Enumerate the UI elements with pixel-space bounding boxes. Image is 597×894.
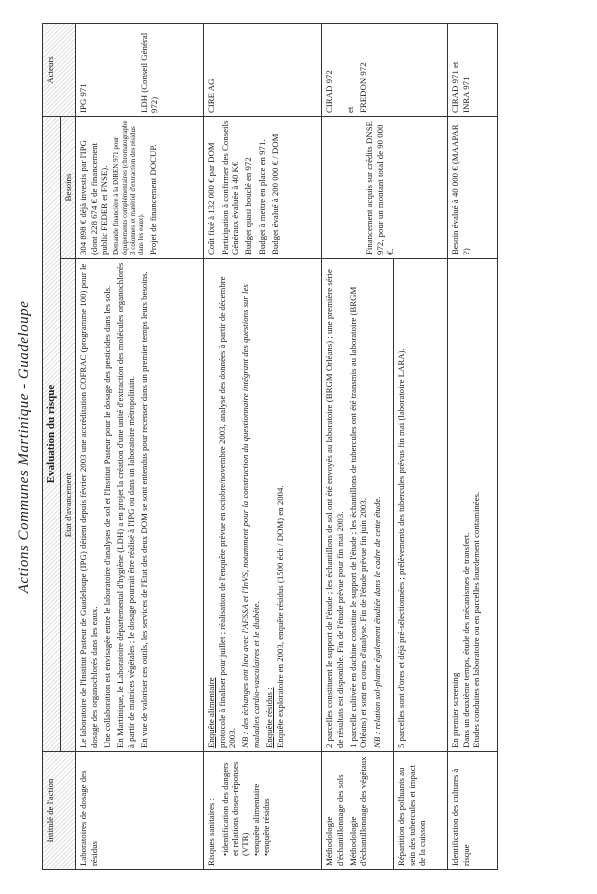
etat-note: NB : relation sol-plante également étudiée dans le cadre de cette étude. [371, 496, 382, 748]
document-title: Actions Communes Martinique - Guadeloupe [16, 300, 32, 594]
list-item: • identification des dangers et relations doses-réponses (VTR) [220, 755, 251, 856]
etat-cell [76, 259, 204, 752]
intitule-cell [204, 752, 322, 870]
acteurs-cell [322, 23, 448, 116]
acteurs-text: IPG 971 [78, 83, 89, 113]
acteurs-text: INRA 971 [460, 76, 471, 113]
header-besoins: Besoins [60, 116, 75, 258]
besoins-cell [204, 116, 322, 258]
header-etat: Etat d'avancement [60, 259, 75, 752]
table-row [448, 23, 498, 869]
intitule-cell: Répartition des polluants au sein des tubercules et impact de la cuisson [394, 752, 448, 870]
intitule-text: Méthodologie d'échantillonnage des végétaux [348, 756, 369, 866]
etat-text: Dans un deuxième temps, étude des mécanismes de transfert. [460, 532, 471, 748]
etat-cell [204, 259, 322, 752]
besoins-text: Projet de financement DOCUP. [148, 144, 159, 255]
etat-text: Une collaboration est envisagée entre le laboratoire d'analyses de sol et l'Institut Pasteur pour le dosage des pesticides dans les sols. [102, 285, 113, 748]
intitule-cell: Laboratoires de dosage des résidus [76, 752, 204, 870]
header-evaluation: Evaluation du risque [43, 116, 61, 751]
acteurs-text: CIRAD 971 et [450, 61, 461, 113]
list-item: • enquête résidus [261, 755, 271, 856]
etat-text: Le laboratoire de l'Institut Pasteur de Guadeloupe (IPG) détient depuis février 2003 une accréditation COFRAC (programme 100) pour le dosage des organochlorés dans les eaux. [78, 263, 99, 748]
acteurs-text: et [344, 106, 355, 113]
etat-note: NB : des échanges ont lieu avec l'AFSSA et l'InVS, notamment pour la construction du questionnaire intégrant des questions sur les maladies cardio-vasculaires et le diabète. [240, 284, 261, 748]
table-row [76, 23, 204, 869]
besoins-text: Budget quasi bouclé en 972 [243, 157, 254, 255]
intitule-cell [322, 752, 394, 870]
besoins-cell [322, 116, 448, 258]
table-row [322, 23, 394, 869]
etat-cell: 5 parcelles sont d'ores et déjà pré-sélectionnées ; prélèvements des tubercules prévus fin mai (laboratoire LARA). [394, 259, 448, 752]
intitule-text: Risques sanitaires : [206, 798, 217, 866]
etat-text: En Martinique, le Laboratoire départemental d'hygiène (LDH) a en projet la création d'une unité d'extraction des molécules organochlorés à partir de matrices végétales ; le dosage pourrait être réalisé à l'IPG ou dans un laboratoire métropolitain. [115, 262, 136, 748]
besoins-text: Demande financière à la DIREN 971 pour équipements complémentaires (chromatographe 3 colonnes et matériel d'extraction des résidus dans les eaux). [112, 120, 146, 255]
header-row-group [43, 23, 61, 869]
acteurs-text: FREDON 972 [358, 62, 369, 113]
header-intitule: Intitulé de l'action [43, 752, 76, 870]
acteurs-cell [76, 23, 204, 116]
etat-subheading: Enquête résidus : [264, 687, 275, 748]
besoins-text: Budget évalué à 200 000 € / DOM [270, 133, 281, 255]
etat-cell [448, 259, 498, 752]
intitule-text: Méthodologie d'échantillonnage des sols [324, 774, 345, 866]
acteurs-cell: CIRE AG [204, 23, 322, 116]
etat-text: protocole à finaliser pour juillet ; réalisation de l'enquête prévue en octobre/novembre 2003, analyse des données à partir de décembre 2003. [216, 276, 238, 748]
besoins-text: Budget à mettre en place en 971. [256, 139, 267, 255]
besoins-text: 304 898 € déjà investis par l'IPG (dont 228 674 € de financement public FEDER et FNSE). [78, 140, 110, 255]
etat-text: En premier screening [450, 672, 461, 748]
besoins-text: Financement acquis sur crédits DNSE 972, pour un montant total de 90 000 €. [364, 121, 396, 255]
actions-table [42, 23, 498, 870]
besoins-text: Coût fixé à 132 000 € par DOM [206, 142, 217, 255]
etat-text: 2 parcelles constituent le support de l'étude ; les échantillons de sol ont été envoyés au laboratoire (BRGM Orléans) ; une première série de résultats est disponible. Fin de l'étude prévue pour fin mai 2003. [324, 269, 345, 748]
besoins-cell: Besoin évalué à 40 000 € (MAAPAR ?) [448, 116, 498, 258]
table-row [204, 23, 322, 869]
etat-subheading: Enquête alimentaire [206, 677, 217, 748]
list-item: • enquête alimentaire [251, 755, 261, 856]
etat-text: En vue de valoriser ces outils, les services de l'Etat des deux DOM se sont entendus pour recenser dans un premier temps leurs besoins. [139, 271, 150, 748]
etat-text: 1 parcelle cultivée en dachine constitue le support de l'étude ; les échantillons de tubercules ont été transmis au laboratoire (BRGM Orléans) et sont en cours d'analyse. Fin de l'étude prévue fin juin 2003. [348, 286, 369, 748]
acteurs-cell [448, 23, 498, 116]
intitule-cell: Identification des cultures à risque [448, 752, 498, 870]
besoins-cell [76, 116, 204, 258]
etat-cell [322, 259, 394, 752]
acteurs-text: CIRAD 972 [324, 70, 335, 113]
intitule-list [220, 755, 272, 866]
etat-text: Etudes conduites en laboratoire ou en parcelles lourdement contaminées. [471, 491, 482, 748]
besoins-text: Participation à confirmer des Conseils Généraux évaluée à 40 K€ [219, 120, 241, 255]
etat-text: Enquête exploratoire en 2003, enquête résidus (1500 éch / DOM) en 2004. [274, 485, 285, 748]
header-row-sub [60, 23, 75, 869]
header-acteurs: Acteurs [43, 23, 76, 116]
acteurs-text: LDH (Conseil Général 972) [138, 32, 160, 113]
